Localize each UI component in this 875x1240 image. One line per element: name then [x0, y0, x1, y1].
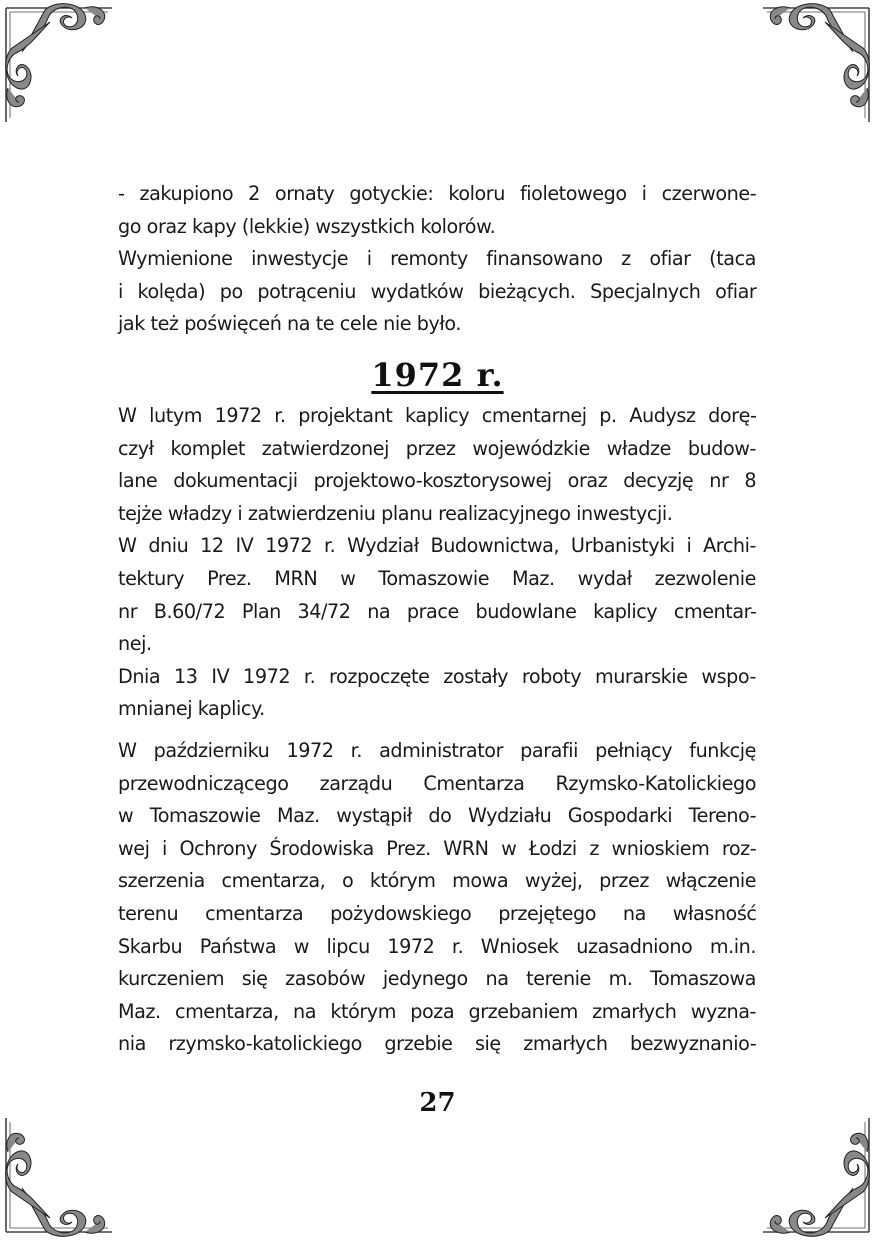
text-line: go oraz kapy (lekkie) wszystkich kolorów.	[118, 214, 496, 238]
section-heading	[0, 356, 875, 394]
corner-ornament-icon	[0, 0, 120, 130]
text-line: lane dokumentacji projektowo-kosztorysowej oraz decyzję nr 8	[118, 469, 757, 493]
intro-paragraph	[118, 178, 756, 341]
corner-ornament-icon	[0, 1110, 120, 1240]
text-line: przewodniczącego zarządu Cmentarza Rzymsko-Katolickiego	[118, 771, 756, 795]
text-line: Dnia 13 IV 1972 r. rozpoczęte zostały roboty murarskie wspo-	[118, 664, 756, 688]
text-line: kurczeniem się zasobów jedynego na terenie m. Tomaszowa	[118, 967, 756, 991]
text-line: tektury Prez. MRN w Tomaszowie Maz. wydał zezwolenie	[118, 566, 756, 590]
text-line: W dniu 12 IV 1972 r. Wydział Budownictwa, Urbanistyki i Archi-	[118, 534, 756, 558]
corner-ornament-icon	[755, 1110, 875, 1240]
section-heading-text: 1972 r.	[371, 356, 504, 394]
page-number: 27	[419, 1088, 456, 1118]
text-line: terenu cmentarza pożydowskiego przejętego na własność	[118, 901, 757, 925]
text-line: wej i Ochrony Środowiska Prez. WRN w Łodzi z wnioskiem roz-	[118, 836, 757, 860]
text-line: nia rzymsko-katolickiego grzebie się zmarłych bezwyznanio-	[118, 1032, 757, 1056]
text-line: tejże władzy i zatwierdzeniu planu realizacyjnego inwestycji.	[118, 501, 673, 525]
text-line: Maz. cmentarza, na którym poza grzebaniem zmarłych wyzna-	[118, 999, 756, 1023]
text-line: szerzenia cmentarza, o którym mowa wyżej, przez włączenie	[118, 869, 757, 893]
text-line: W październiku 1972 r. administrator parafii pełniący funkcję	[118, 739, 756, 762]
text-line: mnianej kaplicy.	[118, 697, 265, 721]
section-paragraph	[118, 400, 756, 726]
corner-ornament-icon	[755, 0, 875, 130]
text-line: nej.	[118, 632, 152, 656]
text-line: czył komplet zatwierdzonej przez wojewódzkie władze budow-	[118, 436, 756, 460]
text-line: w Tomaszowie Maz. wystąpił do Wydziału Gospodarki Tereno-	[118, 804, 757, 828]
text-line: Skarbu Państwa w lipcu 1972 r. Wniosek uzasadniono m.in.	[118, 934, 756, 958]
text-line: nr B.60/72 Plan 34/72 na prace budowlane kaplicy cmentar-	[118, 599, 757, 623]
text-line: i kolęda) po potrąceniu wydatków bieżących. Specjalnych ofiar	[118, 279, 757, 303]
text-line: - zakupiono 2 ornaty gotyckie: koloru fioletowego i czerwone-	[118, 182, 757, 205]
text-line: Wymienione inwestycje i remonty finansowano z ofiar (taca	[118, 247, 756, 271]
text-line: jak też poświęceń na te cele nie było.	[118, 312, 461, 336]
october-paragraph	[118, 735, 756, 1061]
text-line: W lutym 1972 r. projektant kaplicy cmentarnej p. Audysz dorę-	[118, 404, 757, 427]
